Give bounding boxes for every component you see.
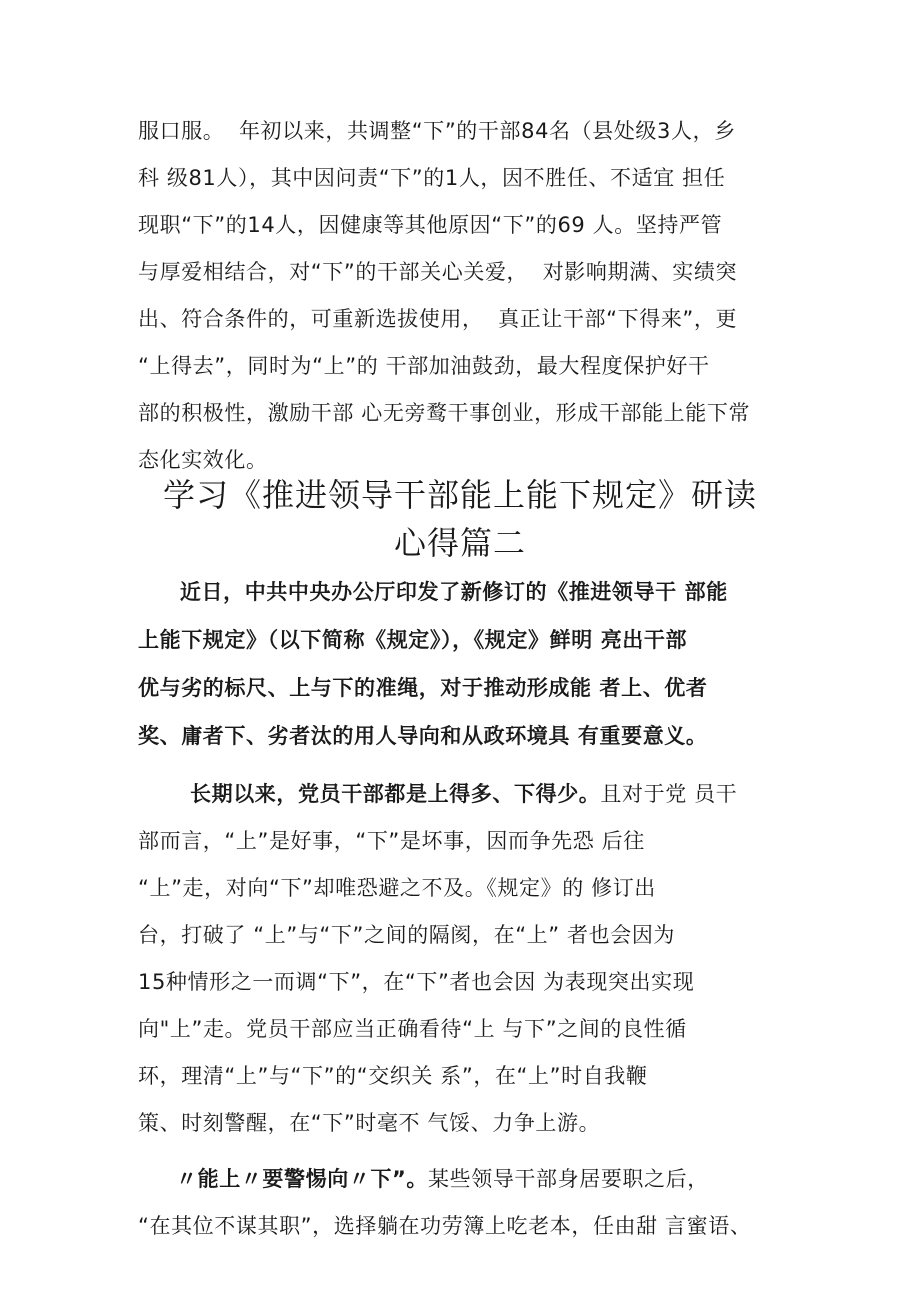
section-title-line2: 心得篇二 [393, 524, 526, 562]
lead-sentence: 长期以来，党员干部都是上得多、下得少。 [190, 782, 601, 806]
lead-rest: 且对于党 员干 [600, 782, 738, 806]
paragraph-line: 台，打破了 “上”与“下”之间的隔阂，在“上” 者也会因为 [138, 923, 676, 947]
paragraph-line-bold: 近日，中共中央办公厅印发了新修订的《推进领导干 部能 [172, 580, 728, 604]
paragraph-line: 部而言，“上”是好事，“下”是坏事，因而争先恐 后往 [138, 829, 645, 853]
paragraph-line [190, 780, 737, 808]
paragraph-line: 环，理清“上”与“下”的“交织关 系”，在“上”时自我鞭 [138, 1064, 648, 1088]
paragraph-line: 科 级81人），其中因问责“下”的1人，因不胜任、不适宜 担任 [138, 166, 726, 190]
paragraph-line [176, 1165, 709, 1193]
paragraph-line-bold: 优与劣的标尺、上与下的准绳，对于推动形成能 者上、优者 [138, 676, 708, 700]
paragraph-line-bold: 奖、庸者下、劣者汰的用人导向和从政环境具 有重要意义。 [138, 724, 708, 748]
paragraph-line: 与厚爱相结合，对“下”的干部关心关爱， 对影响期满、实绩突 [138, 260, 738, 284]
paragraph-line: 策、时刻警醒，在“下”时毫不 气馁、力争上游。 [138, 1111, 601, 1135]
paragraph-line: “在其位不谋其职”，选择躺在功劳簿上吃老本，任由甜 言蜜语、 [138, 1214, 752, 1238]
paragraph-line-bold: 上能下规定》（以下简称《规定》），《规定》鲜明 亮出干部 [138, 628, 688, 652]
paragraph-line: 服口服。 年初以来，共调整“下”的干部84名（县处级3人，乡 [138, 119, 736, 143]
paragraph-line: 部的积极性，激励干部 心无旁鹜干事创业，形成干部能上能下常 [138, 401, 751, 425]
paragraph-line: 15种情形之一而调“下”，在“下”者也会因 为表现突出实现 [138, 970, 695, 994]
lead-sentence: 〃能上〃要警惕向〃下”。 [176, 1167, 429, 1191]
section-title-line1: 学习《推进领导干部能上能下规定》研读 [162, 476, 757, 514]
paragraph-line: 态化实效化。 [138, 448, 268, 472]
lead-rest: 某些领导干部身居要职之后， [428, 1167, 709, 1191]
paragraph-line: 出、符合条件的，可重新选拔使用， 真正让干部“下得来”，更 [138, 307, 738, 331]
paragraph-line: 向"上”走。党员干部应当正确看待“上 与下”之间的良性循 [138, 1017, 687, 1041]
paragraph-line: “上得去”，同时为“上”的 干部加油鼓劲，最大程度保护好干 [138, 354, 710, 378]
paragraph-line: 现职“下”的14人，因健康等其他原因“下”的69 人。坚持严管 [138, 213, 723, 237]
paragraph-line: “上”走，对向“下”却唯恐避之不及。《规定》的 修订出 [138, 876, 656, 900]
